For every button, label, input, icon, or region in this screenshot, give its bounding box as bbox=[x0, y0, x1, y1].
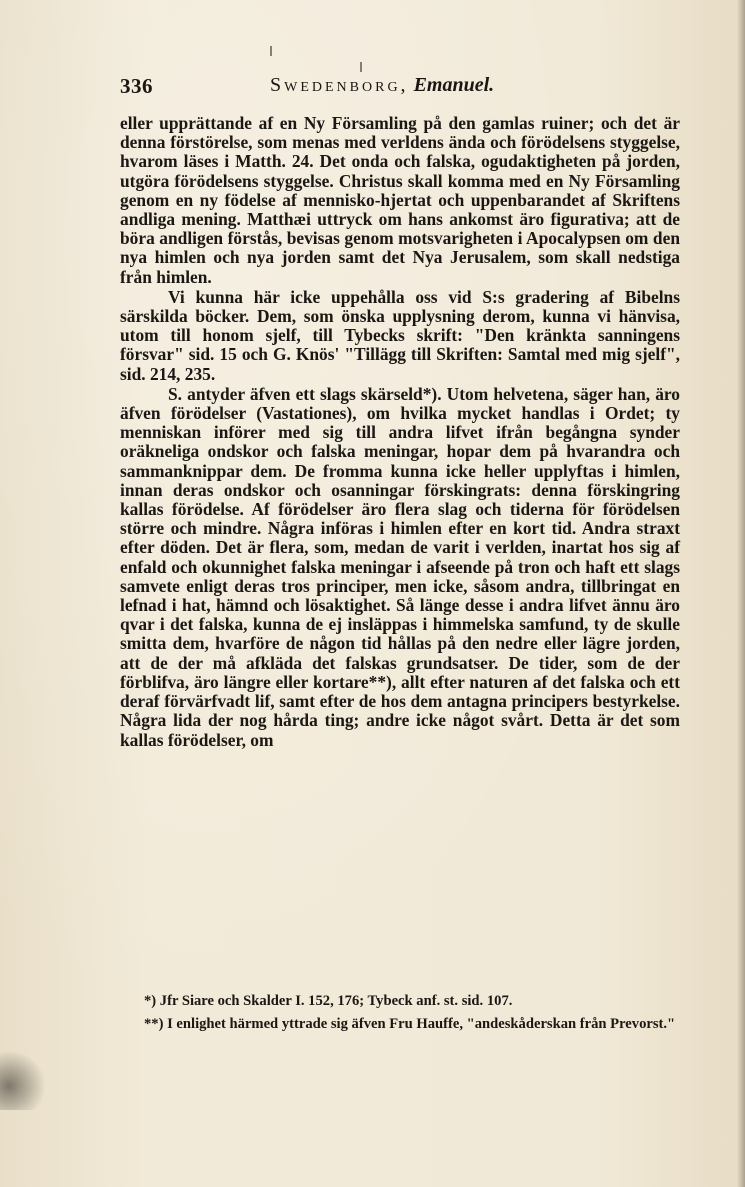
paragraph: eller upprättande af en Ny Församling på den gamlas ruiner; och det är denna förstörelse, som menas med verldens ända och förödelsens styggelse, hvarom läses i Matth. 24. Det onda och falska, ogudaktigheten på jorden, utgöra förödelsens styggelse. Christus skall komma med en Ny Församling genom en ny födelse af mennisko-hjertat och uppenbarandet af Skriftens andliga mening. Matthæi uttryck om hans ankomst äro figurativa; att de böra andligen förstås, bevisas genom motsvarigheten i Apocalypsen om den nya himlen och nya jorden samt det Nya Jerusalem, som skall nedstiga från himlen. bbox=[120, 113, 680, 287]
paragraph: S. antyder äfven ett slags skärseld*). Utom helvetena, säger han, äro äfven förödelser (Vastationes), om hvilka mycket handlas i Ordet; ty menniskan införer med sig till andra lifvet ifrån begångna synder oräkneliga ondskor och falska meningar, hopar dem på hvarandra och sammanknippar dem. De fromma kunna icke heller upplyftas i himlen, innan deras ondskor och osanningar förskingrats: denna förskingring kallas förödelse. Af förödelser äro flera slag och tiderna för förödelsen större och mindre. Några införas i himlen efter en kort tid. Andra straxt efter döden. Det är flera, som, medan de varit i verlden, inartat hos sig af enfald och okunnighet falska meningar i afseende på tron och haft ett slags samvete enligt deras tros principer, men icke, såsom andra, tillbringat en lefnad i hat, hämnd och lösaktighet. Så länge desse i andra lifvet ännu äro qvar i det falska, kunna de ej insläppas i himmelska samfund, ty de skulle smitta dem, hvarföre de någon tid hållas på den nedre eller lägre jorden, att de der må afkläda det falskas grundsatser. De tider, som de der förblifva, äro längre eller kortare**), allt efter naturen af det falska och ett deraf förvärfvadt lif, samt efter de hos dem antagna principers bestyrkelse. Några lida der nog hårda ting; andre icke något svårt. Detta är det som kallas förödelser, om bbox=[120, 383, 680, 750]
page-number: 336 bbox=[120, 74, 153, 98]
margin-smudge bbox=[0, 1050, 46, 1110]
running-head bbox=[270, 74, 494, 97]
footnote: *) Jfr Siare och Skalder I. 152, 176; Tybeck anf. st. sid. 107. bbox=[144, 993, 513, 1009]
main-text bbox=[120, 114, 680, 750]
ink-speck bbox=[270, 46, 272, 56]
ink-speck bbox=[360, 62, 362, 72]
page-edge-shadow bbox=[737, 0, 745, 1187]
running-head-surname: Swedenborg, bbox=[270, 74, 409, 96]
footnote: **) I enlighet härmed yttrade sig äfven Fru Hauffe, "andeskåderskan från Prevorst." bbox=[144, 1016, 676, 1032]
footnotes bbox=[120, 992, 680, 1034]
page-header bbox=[120, 74, 680, 102]
running-head-forename: Emanuel. bbox=[413, 74, 495, 96]
paragraph: Vi kunna här icke uppehålla oss vid S:s gradering af Bibelns särskilda böcker. Dem, som önska upplysning derom, kunna vi hänvisa, utom till honom sjelf, till Tybecks skrift: "Den kränkta sanningens försvar" sid. 15 och G. Knös' "Tillägg till Skriften: Samtal med mig sjelf", sid. 214, 235. bbox=[120, 286, 680, 384]
